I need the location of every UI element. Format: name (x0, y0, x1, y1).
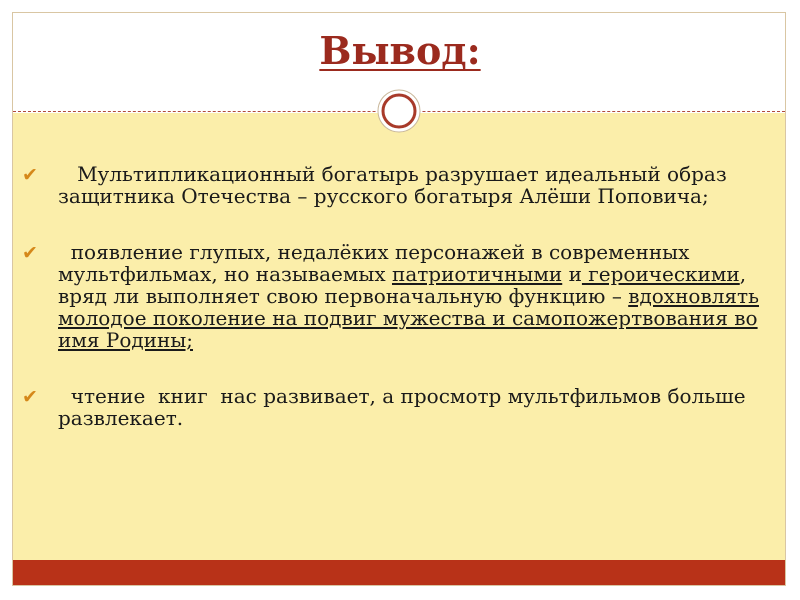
bullet-item (20, 163, 780, 207)
bullet-list (20, 163, 780, 463)
bullet-text: , вряд ли выполняет свою первоначальную функцию – (58, 262, 753, 308)
checkmark-icon: ✔ (22, 164, 38, 186)
checkmark-icon: ✔ (22, 386, 38, 408)
slide-title: Вывод: (319, 28, 481, 73)
bullet-text: чтение книг нас развивает, а просмотр мультфильмов больше развлекает. (58, 384, 752, 430)
bullet-text: появление глупых, недалёких персонажей в современных мультфильмах, но называемых (58, 240, 696, 286)
bullet-text: и (562, 262, 582, 286)
underlined-text: вдохновлять молодое поколение на подвиг мужества и самопожертвования во имя Родины; (58, 284, 759, 352)
bullet-item (20, 241, 780, 351)
underlined-text: героическими (581, 262, 740, 286)
underlined-text: патриотичными (391, 262, 563, 286)
bullet-text: Мультипликационный богатырь разрушает идеальный образ защитника Отечества – русского богатыря Алёши Поповича; (58, 162, 734, 208)
checkmark-icon: ✔ (22, 242, 38, 264)
circle-ornament-icon (376, 88, 422, 134)
bottom-bar (13, 560, 785, 585)
bullet-item (20, 385, 780, 429)
